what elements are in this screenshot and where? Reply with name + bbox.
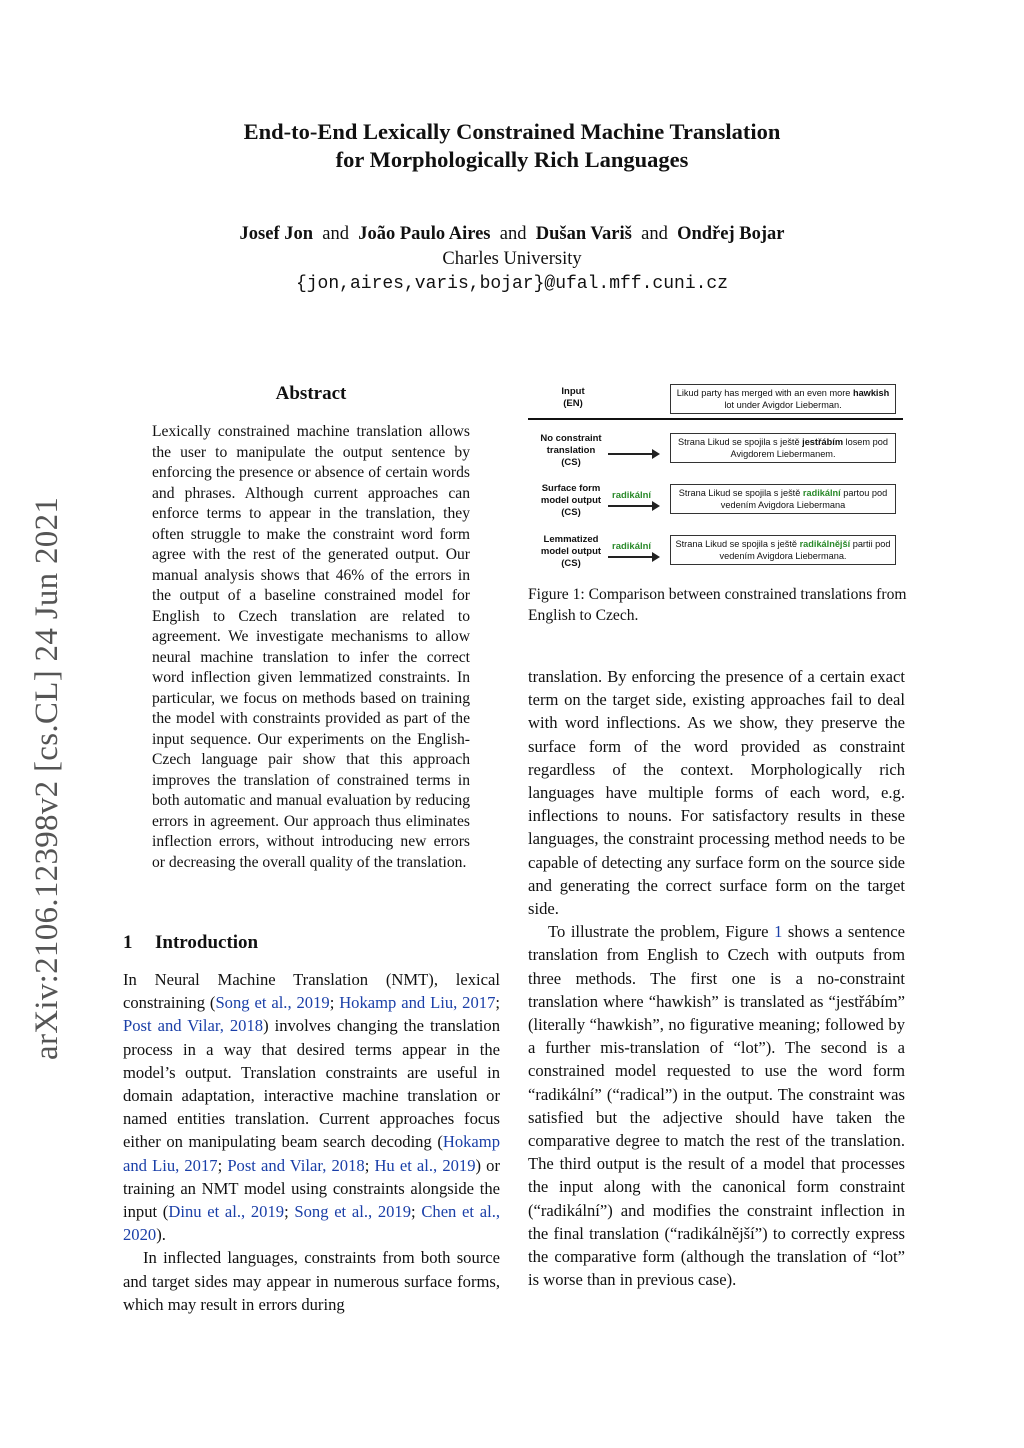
citation-link[interactable]: Hokamp and Liu, 2017 — [339, 993, 496, 1013]
text-span: ) involves changing the translation process in a way that desired terms appear in the model’s output. Translation constraints are useful in domain adaptation, interactive machine translation or named entities translation. Current approaches focus either on manipulating beam search decoding ( — [123, 1016, 501, 1152]
text-span: partii pod vedením Avigdora Liebermana. — [719, 539, 891, 561]
highlight-word: radikální — [802, 488, 841, 498]
lemmatized-output-box — [670, 535, 896, 565]
citation-link[interactable]: Song et al., 2019 — [294, 1202, 412, 1222]
and-2: and — [499, 224, 527, 244]
figure-ref-link[interactable]: 1 — [774, 922, 783, 942]
text-span: ; — [284, 1202, 295, 1222]
paper-title — [0, 118, 1024, 174]
arrow-icon — [608, 505, 658, 507]
input-sentence-box — [670, 384, 896, 414]
label-line: (CS) — [561, 457, 581, 468]
label-line: Lemmatized — [543, 534, 599, 545]
title-line-1: End-to-End Lexically Constrained Machine Translation — [243, 119, 781, 144]
label-line: model output — [540, 495, 602, 506]
no-constraint-output-box — [670, 433, 896, 463]
figure-divider — [528, 418, 903, 420]
author-4: Ondřej Bojar — [677, 224, 785, 244]
abstract-text: Lexically constrained machine translation allows the user to manipulate the output sentence by enforcing the presence or absence of certain words and phrases. Although current approaches can enforce terms to appear in the translation, they often struggle to make the constraint word form agree with the rest of the generated output. Our manual analysis shows that 46% of the errors in the output of a baseline constrained model for English to Czech translation are related to agreement. We investigate mechanisms to allow neural machine translation to infer the correct word inflection given lemmatized constraints. In particular, we focus on methods based on training the model with constraints provided as part of the input sequence. Our experiments on the English-Czech language pair show that this approach improves the translation of constrained terms in both automatic and manual evaluation by reducing errors in agreement. Our approach thus eliminates inflection errors, without introducing new errors or decreasing the overall quality of the translation. — [152, 423, 470, 871]
and-1: and — [322, 224, 349, 244]
citation-link[interactable]: Post and Vilar, 2018 — [227, 1155, 365, 1175]
text-span: partou pod vedením Avigdora Liebermana — [720, 488, 888, 510]
citation-link[interactable]: Chen et al., 2020 — [123, 1202, 500, 1245]
paragraph-continuation: translation. By enforcing the presence of a certain exact term on the target side, existing approaches fail to deal with word inflections. As we show, they preserve the surface form of the word provided as constraint regardless of the context. Morphologically rich languages have multiple forms of each word, e.g. inflections to nouns. For satisfactory results in these languages, the constraint processing method needs to be capable of detecting any surface form on the source side and generating the correct surface form on the target side. — [528, 667, 905, 919]
citation-link[interactable]: Hokamp and Liu, 2017 — [123, 1132, 500, 1175]
text-span: Strana Likud se spojila s ještě — [678, 488, 803, 498]
author-names — [0, 222, 1024, 247]
label-line: (CS) — [561, 507, 581, 518]
text-span: ; — [495, 993, 500, 1013]
label-line: model output — [540, 546, 602, 557]
lemmatized-label — [526, 534, 616, 570]
citation-link[interactable]: Post and Vilar, 2018 — [123, 1016, 264, 1036]
and-3: and — [641, 224, 668, 244]
text-span: ; — [329, 993, 340, 1013]
text-span: To illustrate the problem, Figure — [548, 922, 775, 942]
text-span: Likud party has merged with an even more — [676, 388, 853, 398]
surface-form-label — [526, 483, 616, 519]
citation-link[interactable]: Hu et al., 2019 — [374, 1155, 476, 1175]
title-line-2: for Morphologically Rich Languages — [335, 147, 689, 172]
right-column-text — [528, 665, 905, 1291]
intro-paragraph-1 — [123, 968, 500, 1246]
text-span: ). — [156, 1225, 166, 1245]
text-span: ) or training an NMT model using constraints alongside the input ( — [123, 1155, 500, 1222]
highlight-word: hawkish — [852, 388, 890, 398]
text-span: Strana Likud se spojila s ještě — [675, 539, 800, 549]
label-line: Input — [561, 386, 585, 397]
citation-link[interactable]: Song et al., 2019 — [215, 993, 330, 1013]
label-line: Surface form — [541, 483, 601, 494]
text-span: losem pod Avigdorem Liebermanem. — [730, 437, 888, 459]
arrow-icon — [608, 556, 658, 558]
surface-constraint-word: radikální — [612, 490, 652, 501]
label-line: translation — [546, 445, 596, 456]
text-span: Strana Likud se spojila s ještě — [678, 437, 803, 447]
citation-link[interactable]: Dinu et al., 2019 — [168, 1202, 285, 1222]
figure-caption: Figure 1: Comparison between constrained translations from English to Czech. — [528, 586, 907, 624]
text-span: ; — [364, 1155, 375, 1175]
abstract-body — [152, 422, 470, 873]
intro-paragraph-2: In inflected languages, constraints from both source and target sides may appear in numerous surface forms, which may result in errors during — [123, 1248, 500, 1314]
no-constraint-label — [526, 433, 616, 469]
text-span: shows a sentence translation from English to Czech with outputs from three methods. The first one is a no-constraint translation where “hawkish” is translated as “jestřábím” (literally “hawkish”, no figurative meaning; followed by a further mis-translation of “lot”). The second is a constrained model requested to use the word form “radikální” (“radical”) in the output. The constraint was satisfied but the adjective should have taken the comparative degree to match the rest of the translation. The third output is the result of a model that processes the input along with the canonical form constraint (“radikální”) and modifies the constraint inflection in the final translation (“radikálnější”) to correctly express the comparative form (although the translation of “lot” is worse than in previous case). — [528, 922, 905, 1290]
label-line: (EN) — [563, 398, 583, 409]
highlight-word: jestřábím — [802, 437, 843, 447]
abstract-heading: Abstract — [275, 383, 347, 404]
highlight-word: radikálnější — [799, 539, 851, 549]
lemma-constraint-word: radikální — [612, 541, 652, 552]
left-column-text — [123, 968, 500, 1316]
text-span: lot under Avigdor Lieberman. — [724, 400, 842, 410]
arrow-icon — [608, 453, 658, 455]
author-3: Dušan Variš — [535, 224, 632, 244]
label-line: (CS) — [561, 558, 581, 569]
arxiv-identifier: arXiv:2106.12398v2 [cs.CL] 24 Jun 2021 — [29, 496, 65, 1060]
figure-1 — [528, 378, 908, 578]
text-span: ; — [217, 1155, 228, 1175]
author-1: Josef Jon — [239, 224, 314, 244]
label-line: No constraint — [540, 433, 602, 444]
text-span: In Neural Machine Translation (NMT), lexical constraining ( — [123, 970, 500, 1013]
paragraph-figure-explanation — [528, 920, 905, 1291]
section-title: Introduction — [155, 932, 259, 953]
text-span: ; — [411, 1202, 422, 1222]
input-label — [528, 386, 618, 410]
author-2: João Paulo Aires — [358, 224, 491, 244]
section-number: 1 — [123, 932, 133, 953]
author-block — [0, 222, 1024, 297]
email: {jon,aires,varis,bojar}@ufal.mff.cuni.cz — [295, 274, 729, 294]
surface-form-output-box — [670, 484, 896, 514]
affiliation: Charles University — [442, 249, 582, 269]
section-heading-introduction — [123, 932, 258, 954]
